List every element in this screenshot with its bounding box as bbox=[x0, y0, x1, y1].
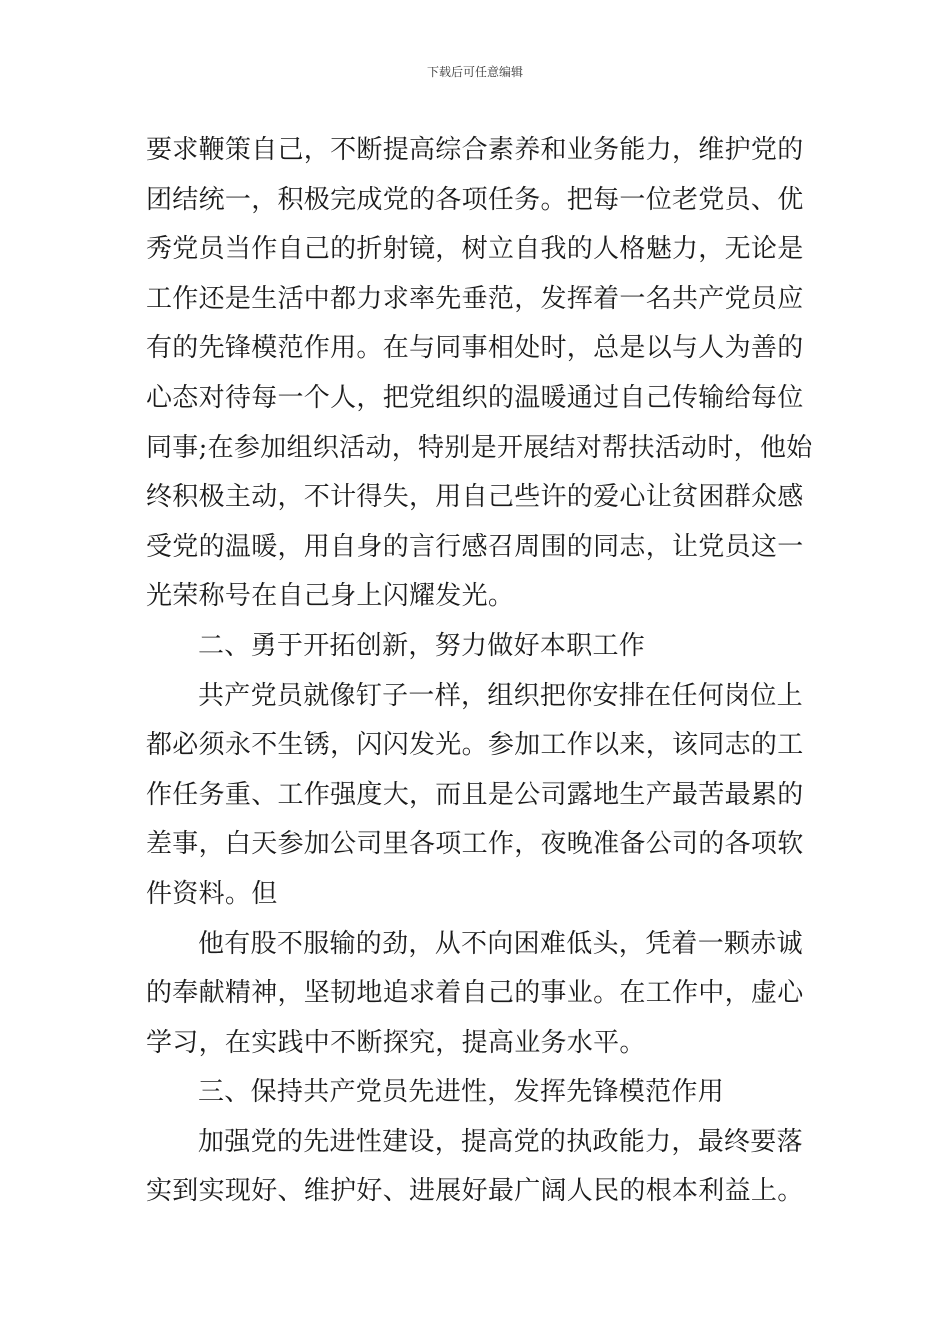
text-line: 学习，在实践中不断探究，提高业务水平。 bbox=[146, 1027, 646, 1058]
text-line: 他有股不服输的劲，从不向困难低头，凭着一颗赤诚 bbox=[198, 928, 803, 959]
text-line: 加强党的先进性建设，提高党的执政能力，最终要落 bbox=[198, 1126, 803, 1157]
text-line: 共产党员就像钉子一样，组织把你安排在任何岗位上 bbox=[198, 680, 803, 711]
text-line: 有的先锋模范作用。在与同事相处时，总是以与人为善的 bbox=[146, 333, 804, 364]
text-line: 作任务重、工作强度大，而且是公司露地生产最苦最累的 bbox=[146, 779, 804, 810]
text-line: 差事，白天参加公司里各项工作，夜晚准备公司的各项软 bbox=[146, 829, 804, 860]
page-header: 下载后可任意编辑 bbox=[426, 65, 523, 79]
text-line: 实到实现好、维护好、进展好最广阔人民的根本利益上。 bbox=[146, 1176, 804, 1207]
text-line: 件资料。但 bbox=[146, 878, 278, 909]
text-line: 工作还是生活中都力求率先垂范，发挥着一名共产党员应 bbox=[146, 283, 804, 314]
text-line: 秀党员当作自己的折射镜，树立自我的人格魅力，无论是 bbox=[146, 234, 804, 265]
document-body bbox=[146, 130, 813, 1221]
text-line: 终积极主动，不计得失，用自己些许的爱心让贫困群众感 bbox=[146, 482, 804, 513]
section-heading: 三、保持共产党员先进性，发挥先锋模范作用 bbox=[198, 1077, 725, 1108]
text-line: 团结统一，积极完成党的各项任务。把每一位老党员、优 bbox=[146, 184, 804, 215]
text-line: 同事;在参加组织活动，特别是开展结对帮扶活动时，他始 bbox=[146, 432, 813, 463]
text-line: 受党的温暖，用自身的言行感召周围的同志，让党员这一 bbox=[146, 531, 804, 562]
text-line: 要求鞭策自己，不断提高综合素养和业务能力，维护党的 bbox=[146, 135, 804, 165]
text-line: 都必须永不生锈，闪闪发光。参加工作以来，该同志的工 bbox=[146, 730, 804, 761]
text-line: 的奉献精神，坚韧地追求着自己的事业。在工作中，虚心 bbox=[146, 978, 804, 1009]
text-line: 光荣称号在自己身上闪耀发光。 bbox=[146, 581, 515, 612]
section-heading: 二、勇于开拓创新，努力做好本职工作 bbox=[198, 630, 646, 661]
text-line: 心态对待每一个人，把党组织的温暖通过自己传输给每位 bbox=[146, 382, 804, 413]
